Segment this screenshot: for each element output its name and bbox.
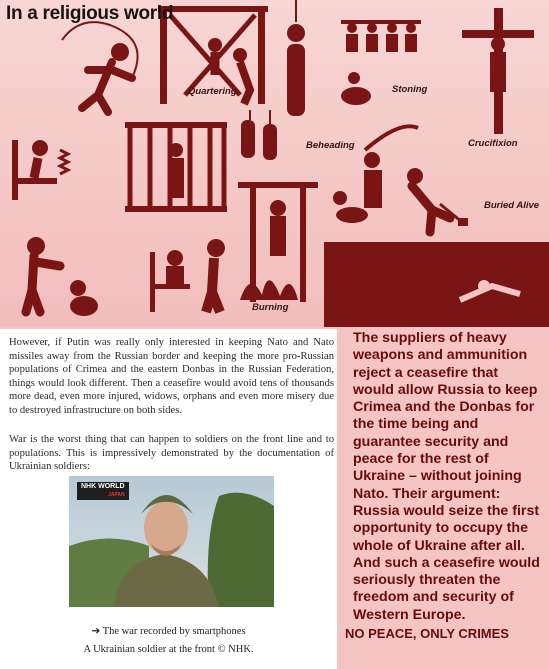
label-beheading: Beheading bbox=[306, 140, 355, 151]
label-buried-alive: Buried Alive bbox=[484, 200, 540, 211]
article-paragraph-2: War is the worst thing that can happen to soldiers on the front line and to populations. This is impressively demonstrated by the documentation of Ukrainian soldiers: bbox=[9, 434, 334, 473]
stake-burning bbox=[238, 182, 318, 302]
digging-figure bbox=[407, 168, 468, 232]
execution-pictograms bbox=[0, 0, 549, 327]
moon-icon bbox=[508, 168, 524, 186]
hanging-figures bbox=[241, 110, 277, 160]
poster-illustration bbox=[0, 0, 549, 327]
nhk-logo-top: NHK WORLD bbox=[81, 483, 125, 490]
spike-chair bbox=[12, 140, 68, 200]
caption-line-1: ➔ The war recorded by smartphones bbox=[91, 626, 246, 637]
cage bbox=[125, 122, 227, 212]
label-crucifixion: Crucifixion bbox=[468, 138, 518, 149]
label-burning: Burning bbox=[252, 302, 289, 313]
whipping-figure bbox=[62, 22, 138, 112]
slogan: NO PEACE, ONLY CRIMES bbox=[345, 626, 509, 641]
label-quartering: Quartering bbox=[188, 86, 237, 97]
hanged-figure bbox=[287, 0, 305, 116]
poster-title: In a religious world bbox=[6, 3, 174, 24]
nhk-logo-bottom: JAPAN bbox=[107, 492, 125, 498]
burial-pit bbox=[324, 242, 549, 327]
article-paragraph-1: However, if Putin was really only interested in keeping Nato and Nato missiles away from the Russian border and keeping the more pro-Russian populations of Crimea and the eastern Donbas in the Russian Federation, things would look different. Then a ceasefire would avoid tens of thousands more dead, even more injured, widows, orphans and even more misery due to destroyed infrastructure on both sides. bbox=[9, 337, 334, 416]
label-stoning: Stoning bbox=[392, 84, 428, 95]
caption-line-2: A Ukrainian soldier at the front © NHK. bbox=[83, 644, 254, 655]
execution-gun-figures bbox=[26, 237, 98, 316]
crucifixion-cross bbox=[462, 8, 534, 134]
nhk-logo bbox=[77, 482, 129, 500]
soldier-photo bbox=[69, 476, 274, 607]
electric-chair bbox=[150, 239, 225, 312]
commentary-text: The suppliers of heavy weapons and ammunition reject a ceasefire that would allow Russia to keep Crimea and the Donbas for the time being and guarantee security and peace for the rest of Ukraine – without joining Nato. Their argument: Russia would seize the first opportunity to occupy the whole of Ukraine after all. And such a ceasefire would seriously threaten the freedom and security of Western Europe. bbox=[353, 330, 540, 623]
